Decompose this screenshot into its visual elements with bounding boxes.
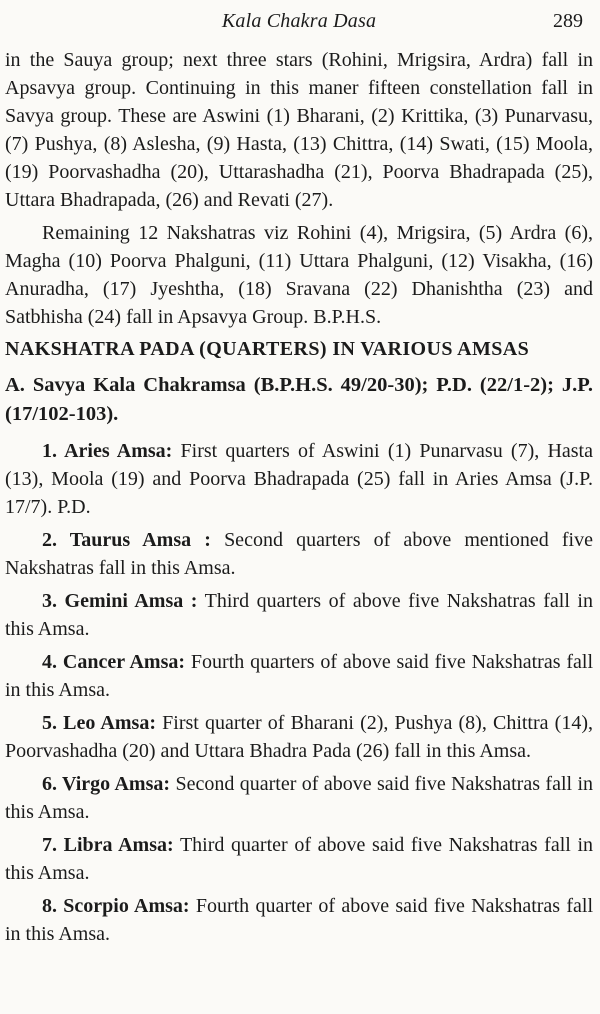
amsa-item-libra-text: Third quarter of above said five Nakshatras fall in this Amsa. <box>5 834 594 884</box>
amsa-item-libra <box>5 831 593 887</box>
page-body <box>5 46 593 948</box>
amsa-item-gemini-label: 3. Gemini Amsa : <box>42 590 198 612</box>
amsa-item-leo-text: First quarter of Bharani (2), Pushya (8), Chittra (14), Poorvashadha (20) and Uttara Bhadra Pada (26) fall in this Amsa. <box>5 712 594 762</box>
amsa-item-taurus-text: Second quarters of above mentioned five Nakshatras fall in this Amsa. <box>5 529 593 579</box>
amsa-item-scorpio-label: 8. Scorpio Amsa: <box>42 895 190 917</box>
amsa-item-taurus-label: 2. Taurus Amsa : <box>42 529 211 551</box>
paragraph-savya-group: in the Sauya group; next three stars (Rohini, Mrigsira, Ardra) fall in Apsavya group. Continuing in this maner fifteen constellation fall in Savya group. These are Aswini (1) Bharani, (2) Krittika, (3) Punarvasu, (7) Pushya, (8) Aslesha, (9) Hasta, (13) Chittra, (14) Swati, (15) Moola, (19) Poorvashadha (20), Uttarashadha (21), Poorva Bhadrapada (25), Uttara Bhadrapada, (26) and Revati (27). <box>5 49 593 211</box>
amsa-item-virgo <box>5 770 593 826</box>
amsa-item-virgo-text: Second quarter of above said five Nakshatras fall in this Amsa. <box>5 773 594 823</box>
page-header <box>5 8 593 34</box>
amsa-item-aries <box>5 437 593 521</box>
amsa-item-taurus <box>5 526 593 582</box>
amsa-item-leo-label: 5. Leo Amsa: <box>42 712 156 734</box>
section-heading-nakshatra-pada: NAKSHATRA PADA (QUARTERS) IN VARIOUS AMSAS <box>5 338 530 360</box>
amsa-item-scorpio-text: Fourth quarter of above said five Nakshatras fall in this Amsa. <box>5 895 594 945</box>
amsa-item-leo <box>5 709 593 765</box>
amsa-item-cancer-label: 4. Cancer Amsa: <box>42 651 186 673</box>
running-title: Kala Chakra Dasa <box>221 10 377 32</box>
amsa-item-aries-label: 1. Aries Amsa: <box>42 440 173 462</box>
amsa-item-gemini-text: Third quarters of above five Nakshatras fall in this Amsa. <box>5 590 593 640</box>
paragraph-apsavya-group: Remaining 12 Nakshatras viz Rohini (4), Mrigsira, (5) Ardra (6), Magha (10) Poorva Phalguni, (11) Uttara Phalguni, (12) Visakha, (16) Anuradha, (17) Jyeshtha, (18) Sravana (22) Dhanishtha (23) and Satbhisha (24) fall in Apsavya Group. B.P.H.S. <box>5 222 593 328</box>
amsa-item-aries-text: First quarters of Aswini (1) Punarvasu (7), Hasta (13), Moola (19) and Poorva Bhadrapada (25) fall in Aries Amsa (J.P. 17/7). P.D. <box>5 440 593 518</box>
subheading-savya-kala-chakramsa: A. Savya Kala Chakramsa (B.P.H.S. 49/20-30); P.D. (22/1-2); J.P. (17/102-103). <box>5 374 593 425</box>
amsa-item-cancer-text: Fourth quarters of above said five Nakshatras fall in this Amsa. <box>5 651 593 701</box>
page-number: 289 <box>553 10 583 32</box>
amsa-item-cancer <box>5 648 593 704</box>
amsa-item-libra-label: 7. Libra Amsa: <box>42 834 174 856</box>
amsa-item-scorpio <box>5 892 593 948</box>
amsa-item-gemini <box>5 587 593 643</box>
amsa-item-virgo-label: 6. Virgo Amsa: <box>42 773 171 795</box>
